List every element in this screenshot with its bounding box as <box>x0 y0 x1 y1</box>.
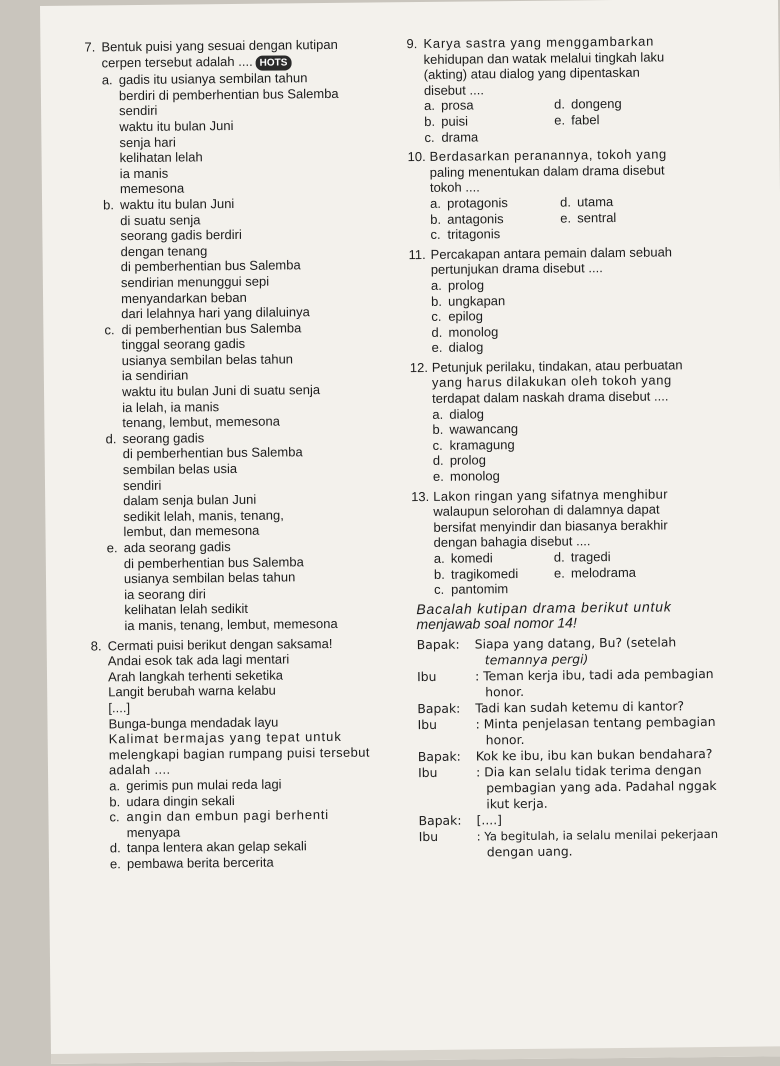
question-number: 11. <box>408 246 426 262</box>
dialogue-text: pembagian yang ada. Padahal nggak <box>486 777 717 796</box>
right-column <box>406 32 777 861</box>
option-line: ia seorang diri <box>124 586 206 602</box>
dialogue-text: [....] <box>476 812 503 828</box>
question-stem-line: Petunjuk perilaku, tindakan, atau perbuatan <box>431 357 683 375</box>
poem-line: Bunga-bunga mendadak layu <box>108 714 279 731</box>
speaker-label: Ibu <box>417 764 438 781</box>
page-bottom-edge <box>51 1046 780 1064</box>
option-text: tragedi <box>570 549 611 565</box>
option-line: waktu itu bulan Juni di suatu senja <box>121 382 321 400</box>
option-line: senja hari <box>119 134 176 150</box>
poem-line: Langit berubah warna kelabu <box>108 682 276 700</box>
option-10c[interactable] <box>430 226 560 243</box>
option-text: puisi <box>441 113 469 129</box>
option-line: waktu itu bulan Juni <box>120 195 235 213</box>
question-stem-line: dengan bahagia disebut .... <box>433 533 591 551</box>
prompt-line: adalah .... <box>108 761 171 778</box>
question-stem-line: paling menentukan dalam drama disebut <box>429 162 665 180</box>
hots-badge: HOTS <box>256 55 292 71</box>
option-letter: b. <box>109 793 121 809</box>
option-letter: c. <box>434 581 445 598</box>
option-line: kelihatan lelah sedikit <box>124 601 248 618</box>
option-letter: d. <box>431 324 443 340</box>
option-line: gadis itu usianya sembilan tahun <box>118 70 308 88</box>
option-9c[interactable] <box>424 128 554 145</box>
question-7 <box>84 36 408 634</box>
option-9a[interactable] <box>424 97 554 114</box>
option-text: prolog <box>449 452 487 469</box>
option-line: dari lelahnya hari yang dilaluinya <box>121 304 310 322</box>
option-line: tenang, lembut, memesona <box>122 413 280 431</box>
prompt-line: Kalimat bermajas yang tepat untuk <box>108 729 342 747</box>
option-13e[interactable] <box>554 564 704 581</box>
question-10 <box>408 146 770 197</box>
option-letter: d. <box>553 96 565 112</box>
question-12 <box>410 356 773 485</box>
question-stem-line: bersifat menyindir dan biasanya berakhir <box>433 517 668 535</box>
dialogue-line <box>417 713 775 749</box>
dialogue-text: : Teman kerja ibu, tadi ada pembagian <box>474 665 714 684</box>
instruction-line: Bacalah kutipan drama berikut untuk <box>416 598 672 617</box>
option-line: lembut, dan memesona <box>123 523 260 540</box>
option-text: kramagung <box>449 436 515 453</box>
option-line: ia sendirian <box>121 367 189 384</box>
option-letter: d. <box>560 194 572 210</box>
option-13c[interactable] <box>434 581 554 598</box>
option-letter: c. <box>104 321 115 338</box>
option-letter: a. <box>423 98 435 114</box>
question-stem-line: kehidupan dan watak melalui tingkah laku <box>423 49 665 67</box>
question-number: 12. <box>409 359 428 376</box>
options-13 <box>412 547 774 598</box>
option-letter: c. <box>431 308 442 325</box>
option-letter: e. <box>109 856 121 872</box>
speaker-label: Bapak: <box>417 748 461 765</box>
option-line: menyandarkan beban <box>120 289 247 306</box>
option-text: ungkapan <box>448 292 506 309</box>
option-text: udara dingin sekali <box>126 792 235 809</box>
reading-instruction <box>412 598 774 633</box>
option-line: seorang gadis berdiri <box>120 227 242 244</box>
option-letter: c. <box>424 129 435 145</box>
option-letter: a. <box>430 195 442 211</box>
option-line: dalam senja bulan Juni <box>123 491 257 509</box>
option-8c[interactable] <box>109 806 410 840</box>
option-line: sendiri <box>119 103 158 119</box>
dialogue-text: dengan uang. <box>486 843 573 860</box>
option-line: di pemberhentian bus Salemba <box>121 319 302 337</box>
option-letter: b. <box>430 211 442 227</box>
option-line: sendirian menunggui sepi <box>120 273 270 291</box>
option-line: seorang gadis <box>122 430 205 447</box>
options-9 <box>407 95 769 146</box>
speaker-label: Ibu <box>417 716 437 733</box>
option-10a[interactable] <box>430 195 560 212</box>
poem-line: Andai esok tak ada lagi mentari <box>107 651 290 669</box>
option-text: prolog <box>447 277 485 293</box>
option-text: epilog <box>448 308 484 324</box>
option-line: kelihatan lelah <box>119 149 203 166</box>
option-7d[interactable] <box>105 428 407 540</box>
option-line: waktu itu bulan Juni <box>119 117 234 135</box>
option-letter: a. <box>432 406 444 422</box>
option-7c[interactable] <box>104 319 406 431</box>
option-9d[interactable] <box>554 96 684 113</box>
option-line: ada seorang gadis <box>123 539 231 556</box>
dialogue-text: ikut kerja. <box>486 795 548 812</box>
dialogue-text: Tadi kan sudah ketemu di kantor? <box>475 698 685 716</box>
option-text: wawancang <box>449 421 519 437</box>
question-number: 8. <box>90 637 102 654</box>
option-line: di pemberhentian bus Salemba <box>120 257 301 275</box>
option-text: fabel <box>571 112 600 128</box>
option-text: tanpa lentera akan gelap sekali <box>126 838 307 856</box>
option-text: utama <box>577 193 614 210</box>
option-7e[interactable] <box>107 537 409 634</box>
question-stem-line: (akting) atau dialog yang dipentaskan <box>423 64 640 83</box>
prompt-line: melengkapi bagian rumpang puisi tersebut <box>108 744 370 763</box>
option-line: memesona <box>119 180 185 197</box>
dialogue-text: Siapa yang datang, Bu? (setelah <box>474 634 677 652</box>
dialogue-text: honor. <box>485 731 525 748</box>
option-letter: d. <box>432 453 444 469</box>
dialogue-text: : Minta penjelasan tentang pembagian <box>475 713 716 732</box>
speaker-label: Ibu <box>416 668 437 685</box>
option-letter: c. <box>430 226 441 243</box>
dialogue-line <box>417 633 775 669</box>
option-line: dengan tenang <box>120 242 208 259</box>
question-stem: Cermati puisi berikut dengan saksama! <box>107 635 333 653</box>
option-text: prosa <box>440 97 474 114</box>
option-letter: b. <box>103 197 115 213</box>
option-letter: c. <box>109 809 120 825</box>
option-letter: a. <box>109 778 121 794</box>
option-letter: e. <box>432 468 444 484</box>
option-text: monolog <box>449 468 500 484</box>
option-line: menyapa <box>126 824 181 840</box>
drama-excerpt <box>413 633 777 861</box>
question-number: 10. <box>407 149 426 165</box>
option-letter: e. <box>554 112 566 128</box>
dialogue-text: Kok ke ibu, ibu kan bukan bendahara? <box>475 745 713 764</box>
option-line: sendiri <box>122 477 162 493</box>
option-line: angin dan embun pagi berhenti <box>126 807 330 825</box>
option-line: di suatu senja <box>120 211 201 228</box>
poem-line: Arah langkah terhenti seketika <box>107 667 283 685</box>
option-letter: d. <box>109 840 121 856</box>
option-text: drama <box>441 128 479 145</box>
option-text: komedi <box>450 550 493 566</box>
question-stem-line: Berdasarkan peranannya, tokoh yang <box>429 146 667 165</box>
option-text: monolog <box>448 323 499 340</box>
question-number: 9. <box>406 36 418 52</box>
option-text: gerimis pun mulai reda lagi <box>126 776 282 794</box>
option-letter: a. <box>101 72 113 88</box>
option-line: di pemberhentian bus Salemba <box>123 553 304 571</box>
question-number: 13. <box>411 488 430 504</box>
question-stem-line: Percakapan antara pemain dalam sebuah <box>430 244 673 262</box>
option-letter: e. <box>106 540 118 556</box>
option-line: sedikit lelah, manis, tenang, <box>123 507 284 524</box>
option-text: dongeng <box>570 96 622 112</box>
option-line: di pemberhentian bus Salemba <box>122 444 303 462</box>
option-text: tragikomedi <box>450 565 519 582</box>
question-stem-line: cerpen tersebut adalah .... <box>101 53 253 70</box>
option-7a[interactable] <box>102 69 404 197</box>
speaker-label: Bapak: <box>417 700 461 717</box>
option-9e[interactable] <box>554 111 684 128</box>
option-9b[interactable] <box>424 113 554 130</box>
option-text: pembawa berita bercerita <box>126 854 274 872</box>
option-13d[interactable] <box>554 548 704 565</box>
option-letter: a. <box>430 277 442 293</box>
question-stem-line: tokoh .... <box>429 179 480 196</box>
question-13 <box>411 485 774 551</box>
dialogue-text: : Ya begitulah, ia selalu menilai pekerjaan <box>476 826 719 844</box>
question-number: 7. <box>84 39 96 55</box>
question-stem-line: Lakon ringan yang sifatnya menghibur <box>433 486 669 504</box>
speaker-label: Ibu <box>418 828 439 845</box>
option-text: antagonis <box>447 210 504 227</box>
question-11 <box>409 243 772 356</box>
option-text: melodrama <box>570 564 637 581</box>
poem <box>108 650 410 731</box>
option-line: tinggal seorang gadis <box>121 336 246 353</box>
dialogue-line <box>419 825 777 861</box>
question-stem-line: walaupun selorohan di dalamnya dapat <box>433 501 660 520</box>
option-10e[interactable] <box>560 209 690 226</box>
option-7b[interactable] <box>103 194 405 322</box>
question-stem-line: terdapat dalam naskah drama disebut .... <box>432 388 669 406</box>
dialogue-text: temannya pergi) <box>484 651 589 668</box>
option-text: dialog <box>448 339 484 356</box>
options-10 <box>408 192 770 243</box>
left-column <box>84 36 411 872</box>
dialogue-line <box>417 665 775 701</box>
option-line: ia manis <box>119 165 169 181</box>
option-line: usianya sembilan belas tahun <box>121 351 294 369</box>
option-13b[interactable] <box>434 565 554 582</box>
option-letter: e. <box>431 340 443 356</box>
poem-line: [....] <box>108 700 131 716</box>
option-letter: a. <box>433 550 445 566</box>
question-prompt <box>109 728 410 778</box>
option-letter: b. <box>432 422 444 438</box>
speaker-label: Bapak: <box>416 636 460 653</box>
option-letter: b. <box>433 566 445 582</box>
question-stem-line: Bentuk puisi yang sesuai dengan kutipan <box>101 36 338 55</box>
option-letter: d. <box>553 549 565 565</box>
option-text: pantomim <box>451 581 509 597</box>
speaker-label: Bapak: <box>418 812 462 829</box>
option-letter: e. <box>553 565 565 581</box>
option-text: tritagonis <box>447 226 501 242</box>
option-8e[interactable] <box>110 853 411 872</box>
option-letter: e. <box>560 209 572 226</box>
option-line: usianya sembilan belas tahun <box>123 569 296 587</box>
option-line: sembilan belas usia <box>122 460 238 478</box>
question-9 <box>406 32 769 98</box>
option-10b[interactable] <box>430 210 560 227</box>
question-stem-line: Karya sastra yang menggambarkan <box>423 33 655 51</box>
option-text: protagonis <box>447 195 508 211</box>
option-letter: d. <box>105 431 117 447</box>
option-10d[interactable] <box>560 193 690 210</box>
option-text: sentral <box>577 209 617 225</box>
instruction-line: menjawab soal nomor 14! <box>416 614 577 633</box>
option-line: ia lelah, ia manis <box>122 398 220 415</box>
option-letter: b. <box>431 293 443 309</box>
worksheet-page <box>40 0 780 1064</box>
option-letter: c. <box>432 437 443 453</box>
option-line: berdiri di pemberhentian bus Salemba <box>118 85 339 103</box>
question-stem-line: yang harus dilakukan oleh tokoh yang <box>431 372 672 391</box>
question-stem-line: disebut .... <box>423 82 484 98</box>
question-8 <box>91 635 411 872</box>
option-13a[interactable] <box>434 550 554 567</box>
option-letter: b. <box>424 113 436 129</box>
option-text: dialog <box>449 406 485 422</box>
dialogue-text: honor. <box>485 683 525 700</box>
question-stem-line: pertunjukan drama disebut .... <box>430 260 603 278</box>
option-line: ia manis, tenang, lembut, memesona <box>124 615 338 634</box>
dialogue-text: : Dia kan selalu tidak terima dengan <box>475 762 702 780</box>
dialogue-line <box>418 761 776 813</box>
